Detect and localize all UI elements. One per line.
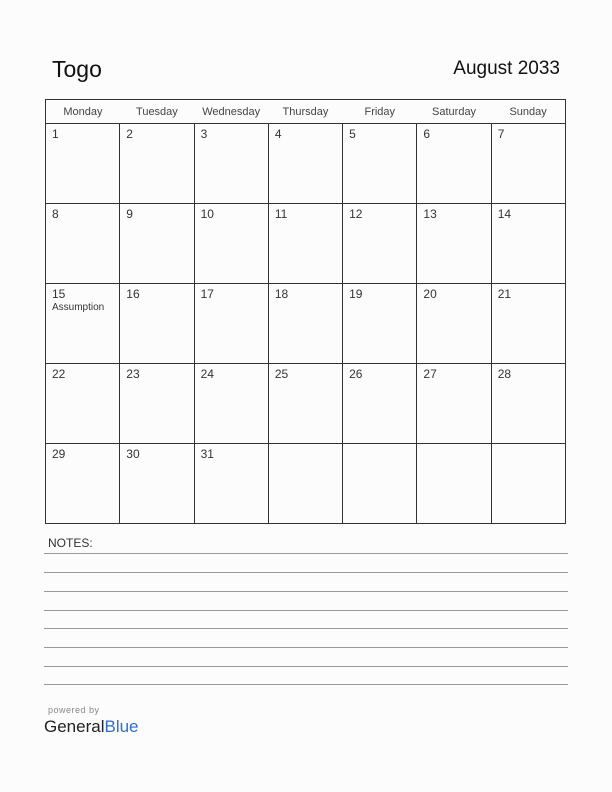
day-cell <box>194 364 268 444</box>
day-cell <box>491 204 565 284</box>
brand-text-blue: Blue <box>104 717 139 736</box>
day-cell <box>343 364 417 444</box>
day-cell <box>120 124 194 204</box>
week-row <box>46 284 566 364</box>
week-row <box>46 364 566 444</box>
day-cell <box>268 444 342 524</box>
weekday-header-row <box>46 100 566 124</box>
day-cell <box>120 284 194 364</box>
day-number: 8 <box>52 207 59 221</box>
day-number: 7 <box>497 127 505 141</box>
day-number: 22 <box>52 367 66 381</box>
weekday-header: Friday <box>343 100 417 124</box>
day-number: 12 <box>349 207 363 221</box>
day-cell <box>343 444 417 524</box>
day-number: 4 <box>274 127 282 141</box>
day-number: 14 <box>497 207 512 221</box>
day-cell <box>194 204 268 284</box>
week-row <box>46 124 566 204</box>
day-number: 13 <box>423 207 437 221</box>
day-number: 19 <box>349 287 363 301</box>
note-line <box>44 610 568 611</box>
day-cell <box>491 284 565 364</box>
weekday-header: Saturday <box>417 100 491 124</box>
day-number: 24 <box>200 367 214 381</box>
notes-label: NOTES: <box>48 536 93 550</box>
day-cell <box>417 444 491 524</box>
country-title: Togo <box>52 56 102 82</box>
week-row <box>46 444 566 524</box>
day-cell <box>268 284 342 364</box>
day-number: 3 <box>200 127 208 141</box>
day-cell <box>417 284 491 364</box>
day-number: 6 <box>423 127 431 141</box>
day-number: 11 <box>274 207 288 221</box>
day-cell <box>194 284 268 364</box>
day-number: 29 <box>52 447 66 461</box>
day-cell <box>491 364 565 444</box>
weekday-header: Sunday <box>491 100 565 124</box>
day-cell <box>343 124 417 204</box>
day-cell <box>268 124 342 204</box>
weekday-header: Thursday <box>268 100 342 124</box>
week-row <box>46 204 566 284</box>
day-number: 31 <box>200 447 214 461</box>
day-cell <box>120 204 194 284</box>
note-line <box>44 591 568 592</box>
day-cell <box>268 204 342 284</box>
day-cell <box>268 364 342 444</box>
day-number: 25 <box>274 367 289 381</box>
day-number: 23 <box>126 367 140 381</box>
weekday-header: Tuesday <box>120 100 194 124</box>
day-cell <box>343 204 417 284</box>
day-number: 15 <box>52 287 66 301</box>
day-number: 20 <box>423 287 437 301</box>
day-cell <box>343 284 417 364</box>
day-number: 16 <box>126 287 140 301</box>
day-number: 27 <box>423 367 437 381</box>
day-number: 9 <box>126 207 133 221</box>
note-line <box>44 684 568 685</box>
day-number: 26 <box>349 367 363 381</box>
brand-text-general: General <box>44 717 105 736</box>
day-cell <box>417 364 491 444</box>
generalblue-logo <box>44 717 139 737</box>
day-cell <box>491 444 565 524</box>
day-number: 10 <box>200 207 214 221</box>
calendar-grid <box>45 99 566 524</box>
powered-by-text: powered by <box>48 705 100 715</box>
day-number: 18 <box>274 287 289 301</box>
day-cell <box>491 124 565 204</box>
note-line <box>44 628 568 629</box>
holiday-label: Assumption <box>52 302 105 313</box>
day-number: 28 <box>497 367 512 381</box>
day-cell <box>46 284 120 364</box>
note-line <box>44 647 568 648</box>
note-line <box>44 572 568 573</box>
day-number: 17 <box>200 287 214 301</box>
day-number: 21 <box>497 287 512 301</box>
day-cell <box>46 124 120 204</box>
day-cell <box>417 204 491 284</box>
weekday-header: Monday <box>46 100 120 124</box>
day-cell <box>46 204 120 284</box>
weekday-header: Wednesday <box>194 100 268 124</box>
day-number: 30 <box>126 447 140 461</box>
day-cell <box>46 364 120 444</box>
day-cell <box>120 364 194 444</box>
day-cell <box>194 124 268 204</box>
day-cell <box>417 124 491 204</box>
note-line <box>44 553 568 554</box>
day-number: 1 <box>52 127 59 141</box>
note-line <box>44 666 568 667</box>
day-cell <box>194 444 268 524</box>
day-cell <box>46 444 120 524</box>
day-number: 2 <box>126 127 133 141</box>
day-cell <box>120 444 194 524</box>
month-title: August 2033 <box>453 58 560 79</box>
day-number: 5 <box>349 127 356 141</box>
